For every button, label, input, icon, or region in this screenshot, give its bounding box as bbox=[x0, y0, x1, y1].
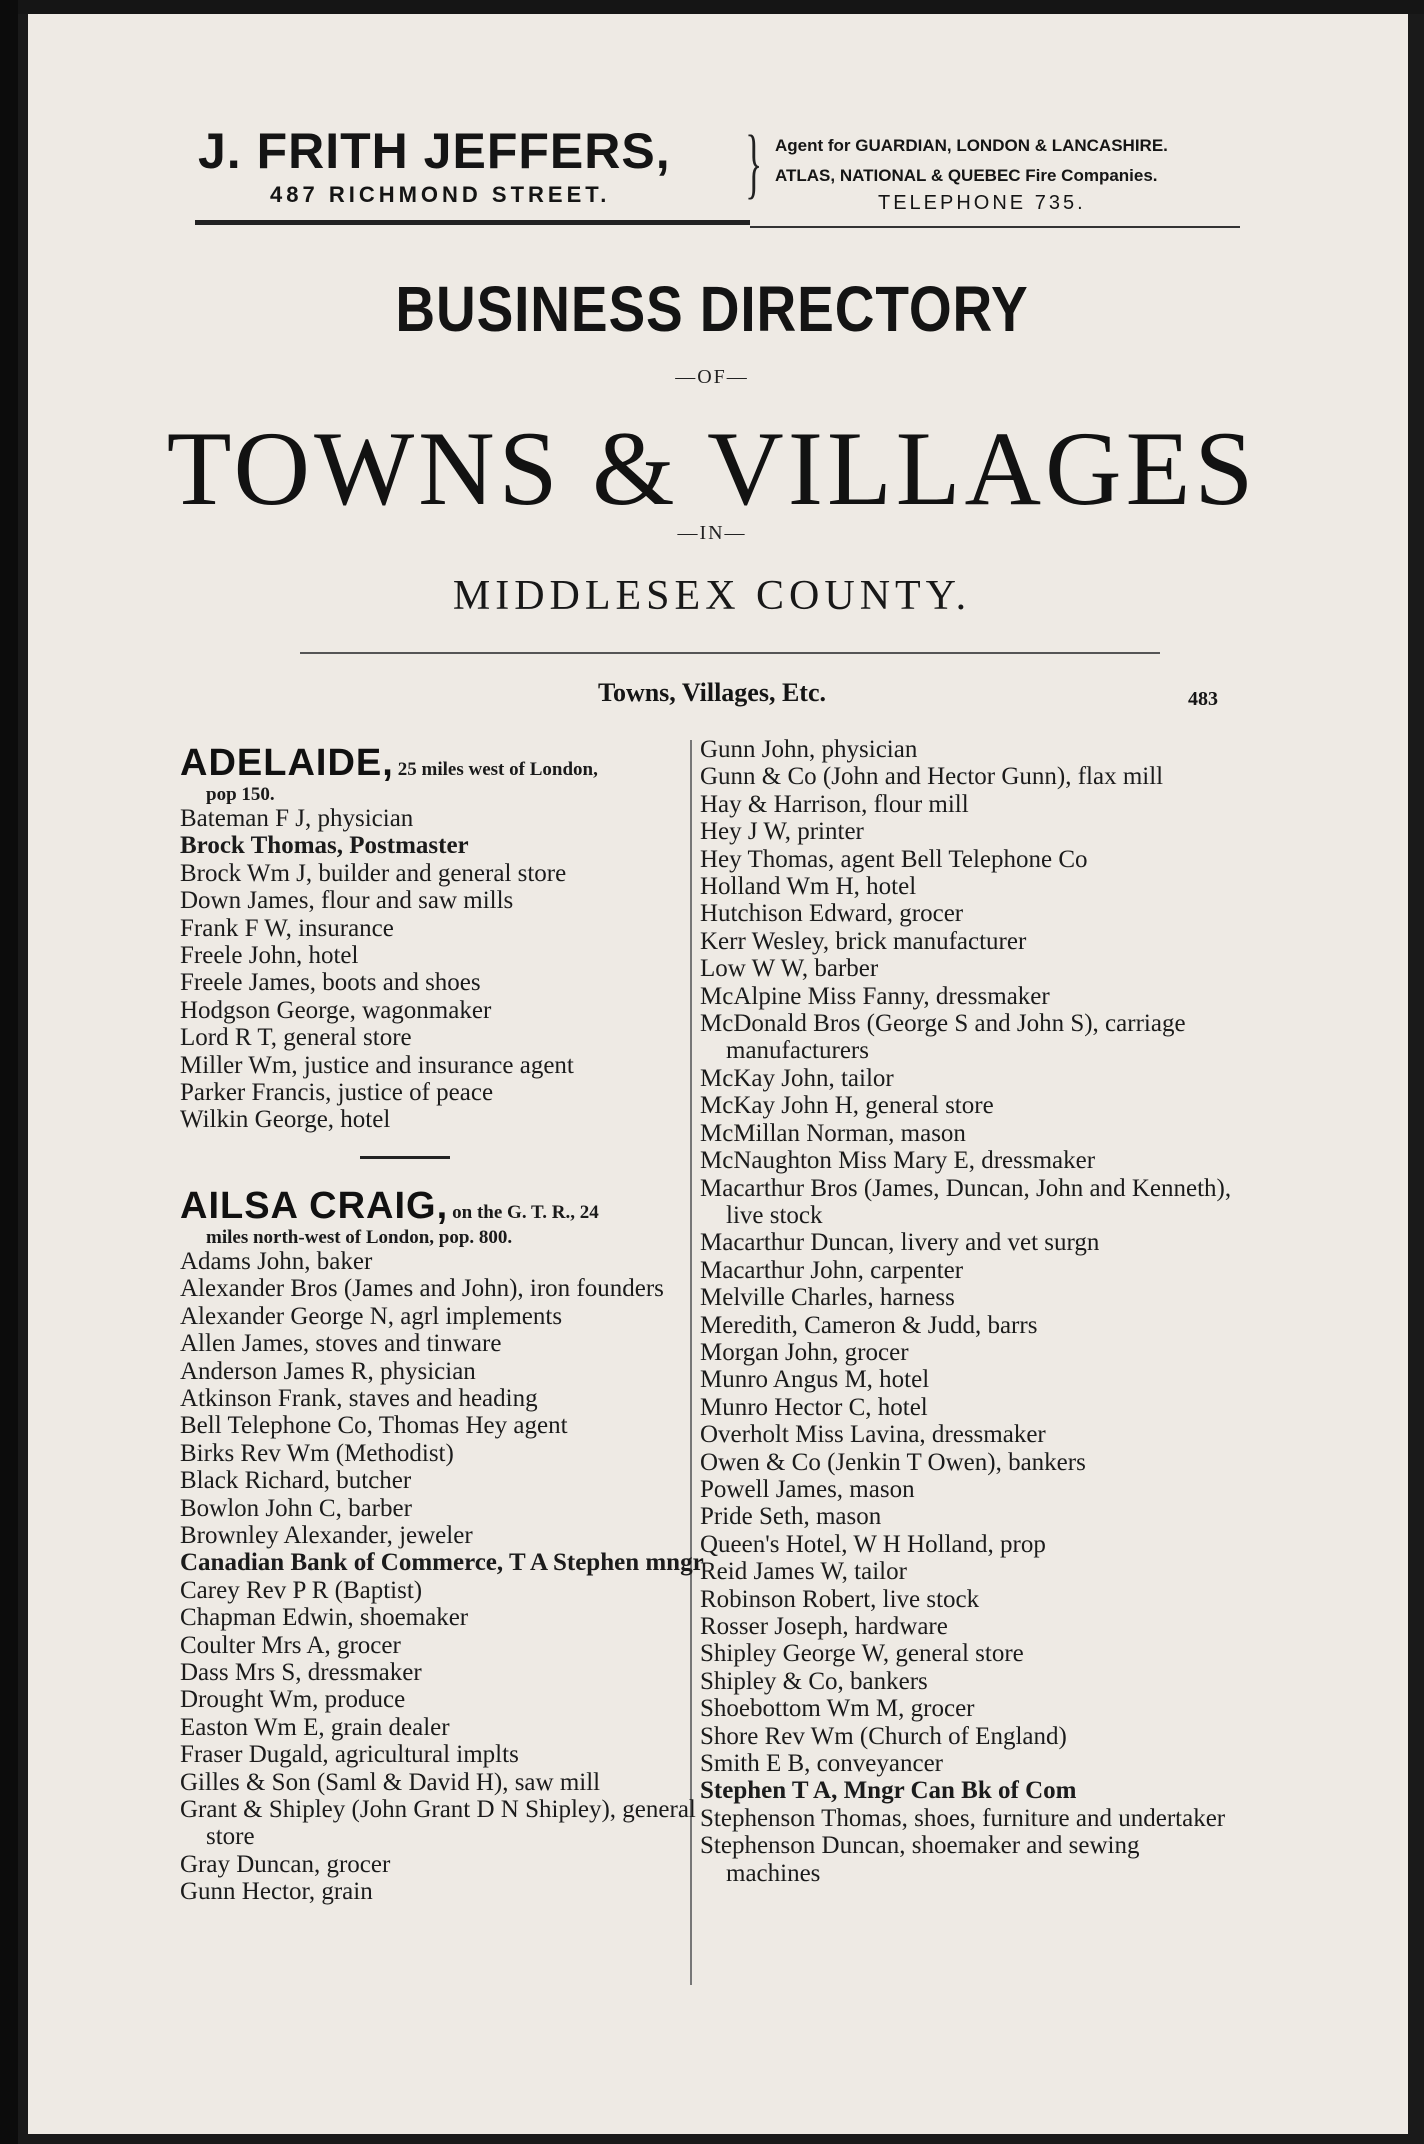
directory-entry: Freele John, hotel bbox=[180, 942, 359, 970]
directory-entry: Shoebottom Wm M, grocer bbox=[700, 1695, 975, 1723]
directory-entry: Reid James W, tailor bbox=[700, 1558, 907, 1586]
directory-entry: Munro Angus M, hotel bbox=[700, 1366, 930, 1394]
directory-entry: Owen & Co (Jenkin T Owen), bankers bbox=[700, 1448, 1086, 1476]
directory-entry: Black Richard, butcher bbox=[180, 1467, 412, 1495]
directory-entry: Shipley George W, general store bbox=[700, 1640, 1024, 1668]
directory-entry: Frank F W, insurance bbox=[180, 914, 394, 942]
directory-entry: Allen James, stoves and tinware bbox=[180, 1330, 502, 1358]
town-section-adelaide bbox=[180, 742, 710, 1134]
section-separator bbox=[360, 1156, 450, 1159]
directory-entry: Overholt Miss Lavina, dressmaker bbox=[700, 1421, 1046, 1449]
directory-entry: Rosser Joseph, hardware bbox=[700, 1613, 948, 1640]
advertiser-street: 487 RICHMOND STREET. bbox=[270, 182, 611, 207]
title-middlesex-county: MIDDLESEX COUNTY. bbox=[452, 573, 972, 619]
directory-entry: Lord R T, general store bbox=[180, 1024, 412, 1052]
right-column bbox=[700, 736, 1240, 1887]
brace-icon: } bbox=[745, 119, 763, 206]
directory-entry: Shipley & Co, bankers bbox=[700, 1667, 928, 1695]
directory-entry: Grant & Shipley (John Grant D N Shipley), general store bbox=[180, 1796, 696, 1851]
directory-entry: Macarthur John, carpenter bbox=[700, 1256, 964, 1284]
advertiser-agency-line-2: ATLAS, NATIONAL & QUEBEC Fire Companies. bbox=[775, 166, 1158, 185]
directory-entry: McKay John H, general store bbox=[700, 1092, 994, 1120]
directory-entry: Carey Rev P R (Baptist) bbox=[180, 1576, 423, 1604]
directory-entry: Gray Duncan, grocer bbox=[180, 1850, 391, 1878]
directory-entry: Bell Telephone Co, Thomas Hey agent bbox=[180, 1412, 568, 1440]
entry-list bbox=[180, 805, 710, 1134]
directory-entry: McAlpine Miss Fanny, dressmaker bbox=[700, 982, 1050, 1010]
directory-entry: Stephen T A, Mngr Can Bk of Com bbox=[700, 1777, 1077, 1805]
header-rule-thin bbox=[750, 226, 1240, 228]
town-description: on the G. T. R., 24 bbox=[452, 1201, 599, 1223]
directory-entry: Hay & Harrison, flour mill bbox=[700, 790, 969, 818]
directory-entry: McMillan Norman, mason bbox=[700, 1119, 966, 1147]
directory-entry: Adams John, baker bbox=[180, 1247, 373, 1275]
left-column bbox=[180, 736, 710, 1906]
directory-entry: Birks Rev Wm (Methodist) bbox=[180, 1439, 454, 1467]
directory-entry: Macarthur Duncan, livery and vet surgn bbox=[700, 1229, 1100, 1257]
directory-entry: Down James, flour and saw mills bbox=[180, 887, 514, 915]
directory-entry: Brock Wm J, builder and general store bbox=[180, 859, 567, 887]
directory-entry: Smith E B, conveyancer bbox=[700, 1750, 943, 1778]
directory-entry: Brownley Alexander, jeweler bbox=[180, 1521, 473, 1549]
directory-entry: Shore Rev Wm (Church of England) bbox=[700, 1722, 1067, 1750]
town-description-cont: miles north-west of London, pop. 800. bbox=[206, 1226, 513, 1248]
directory-entry: McDonald Bros (George S and John S), carriage manufacturers bbox=[700, 1010, 1186, 1065]
town-heading: ADELAIDE, bbox=[180, 742, 394, 784]
title-towns-villages: TOWNS & VILLAGES bbox=[166, 410, 1258, 527]
directory-entry: Hutchison Edward, grocer bbox=[700, 900, 964, 928]
directory-entry: Alexander Bros (James and John), iron founders bbox=[180, 1275, 664, 1303]
directory-entry: Brock Thomas, Postmaster bbox=[180, 832, 469, 860]
directory-entry: Gunn John, physician bbox=[700, 736, 918, 763]
directory-entry: Freele James, boots and shoes bbox=[180, 969, 481, 997]
title-of: —OF— bbox=[675, 366, 749, 388]
directory-entry: Canadian Bank of Commerce, T A Stephen mngr bbox=[180, 1549, 704, 1577]
directory-entry: Robinson Robert, live stock bbox=[700, 1585, 980, 1613]
advertiser-name: J. FRITH JEFFERS, bbox=[198, 123, 671, 179]
directory-entry: Gilles & Son (Saml & David H), saw mill bbox=[180, 1768, 601, 1796]
town-description: 25 miles west of London, bbox=[397, 759, 598, 780]
directory-entry: Hey Thomas, agent Bell Telephone Co bbox=[700, 845, 1088, 873]
header-rule-thick bbox=[195, 220, 750, 225]
directory-entry: Miller Wm, justice and insurance agent bbox=[180, 1051, 574, 1079]
directory-entry: Atkinson Frank, staves and heading bbox=[180, 1384, 538, 1412]
town-section-ailsa-craig bbox=[180, 1185, 710, 1906]
directory-entry: Stephenson Thomas, shoes, furniture and undertaker bbox=[700, 1804, 1226, 1832]
directory-entry: Queen's Hotel, W H Holland, prop bbox=[700, 1530, 1046, 1558]
directory-entry: Gunn & Co (John and Hector Gunn), flax mill bbox=[700, 763, 1164, 791]
directory-entry: Dass Mrs S, dressmaker bbox=[180, 1658, 422, 1686]
directory-entry: Easton Wm E, grain dealer bbox=[180, 1713, 450, 1741]
directory-entry: Wilkin George, hotel bbox=[180, 1106, 391, 1134]
advertiser-agency-line-1: Agent for GUARDIAN, LONDON & LANCASHIRE. bbox=[775, 136, 1168, 155]
directory-entry: Low W W, barber bbox=[700, 955, 879, 983]
town-description-cont: pop 150. bbox=[206, 784, 275, 805]
entry-list bbox=[180, 1248, 710, 1906]
directory-entry: Chapman Edwin, shoemaker bbox=[180, 1604, 469, 1632]
directory-entry: Drought Wm, produce bbox=[180, 1686, 406, 1714]
directory-entry: Bowlon John C, barber bbox=[180, 1494, 412, 1522]
advertiser-telephone: TELEPHONE 735. bbox=[878, 192, 1086, 214]
directory-entry: Melville Charles, harness bbox=[700, 1284, 955, 1312]
title-rule bbox=[300, 652, 1160, 654]
directory-entry: Macarthur Bros (James, Duncan, John and Kenneth), live stock bbox=[700, 1174, 1232, 1229]
directory-entry: Parker Francis, justice of peace bbox=[180, 1079, 494, 1107]
directory-entry: Bateman F J, physician bbox=[180, 805, 414, 832]
directory-entry: Holland Wm H, hotel bbox=[700, 873, 917, 901]
directory-entry: Gunn Hector, grain bbox=[180, 1878, 373, 1906]
directory-entry: McNaughton Miss Mary E, dressmaker bbox=[700, 1147, 1096, 1175]
directory-entry: Fraser Dugald, agricultural implts bbox=[180, 1741, 519, 1769]
scan-edge-left bbox=[0, 0, 18, 2144]
title-business-directory: BUSINESS DIRECTORY bbox=[395, 273, 1029, 345]
directory-entry: Powell James, mason bbox=[700, 1475, 915, 1503]
town-heading: AILSA CRAIG, bbox=[180, 1184, 449, 1227]
directory-entry: Meredith, Cameron & Judd, barrs bbox=[700, 1311, 1038, 1339]
entry-list bbox=[700, 736, 1240, 1887]
directory-entry: Anderson James R, physician bbox=[180, 1357, 476, 1385]
directory-entry: Munro Hector C, hotel bbox=[700, 1393, 928, 1421]
directory-entry: McKay John, tailor bbox=[700, 1064, 894, 1092]
directory-entry: Stephenson Duncan, shoemaker and sewing machines bbox=[700, 1832, 1140, 1887]
directory-entry: Coulter Mrs A, grocer bbox=[180, 1631, 401, 1659]
directory-entry: Kerr Wesley, brick manufacturer bbox=[700, 927, 1027, 955]
scan-edge-top bbox=[0, 0, 1424, 14]
page-number: 483 bbox=[1188, 688, 1218, 710]
advertisement-header bbox=[150, 110, 1250, 230]
title-in: —IN— bbox=[677, 522, 747, 544]
directory-entry: Morgan John, grocer bbox=[700, 1338, 909, 1366]
directory-entry: Alexander George N, agrl implements bbox=[180, 1302, 563, 1330]
directory-entry: Pride Seth, mason bbox=[700, 1503, 882, 1531]
running-head: Towns, Villages, Etc. bbox=[597, 678, 827, 707]
directory-entry: Hey J W, printer bbox=[700, 818, 864, 846]
directory-entry: Hodgson George, wagonmaker bbox=[180, 996, 492, 1024]
